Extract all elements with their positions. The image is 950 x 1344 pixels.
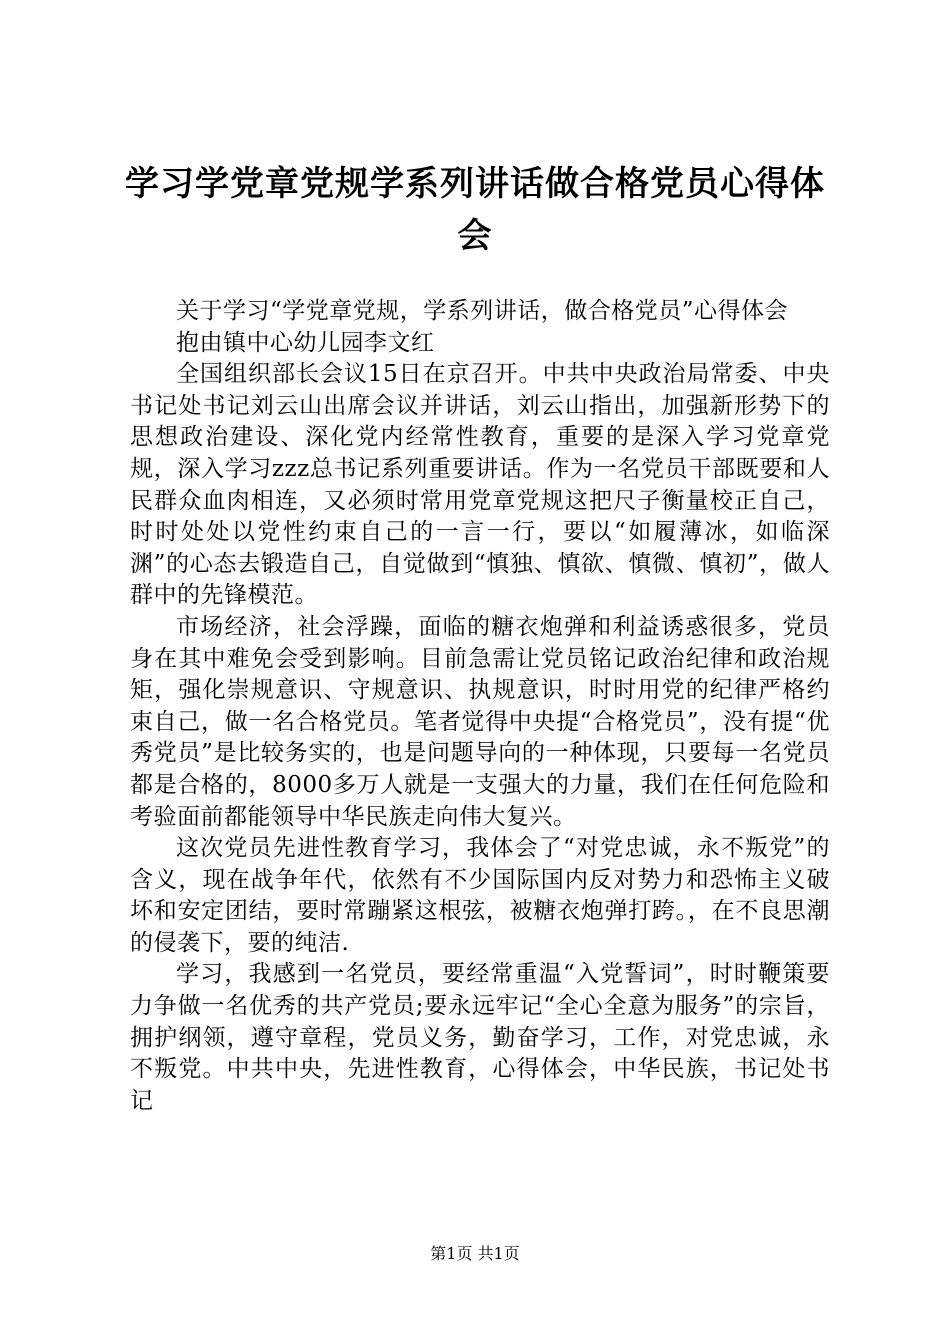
paragraph-body-4: 学习，我感到一名党员，要经常重温“入党誓词”，时时鞭策要力争做一名优秀的共产党员;要永远牢记“全心全意为服务”的宗旨，拥护纲领，遵守章程，党员义务，勤奋学习，工作，对党忠诚，永不叛党。中共中央，先进性教育，心得体会，中华民族，书记处书记 — [130, 961, 830, 1114]
paragraph-author: 抱由镇中心幼儿园李文红 — [176, 329, 435, 356]
paragraph-body-2: 市场经济，社会浮躁，面临的糖衣炮弹和利益诱惑很多，党员身在其中难免会受到影响。目前急需让党员铭记政治纪律和政治规矩，强化崇规意识、守规意识、执规意识，时时用党的纪律严格约束自己，做一名合格党员。笔者觉得中央提“合格党员”，没有提“优秀党员”是比较务实的，也是问题导向的一种体现，只要每一名党员都是合格的，8000多万人就是一支强大的力量，我们在任何危险和考验面前都能领导中华民族走向伟大复兴。 — [130, 613, 830, 830]
paragraph-body-1: 全国组织部长会议15日在京召开。中共中央政治局常委、中央书记处书记刘云山出席会议并讲话，刘云山指出，加强新形势下的思想政治建设、深化党内经常性教育，重要的是深入学习党章党规，深入学习zzz总书记系列重要讲话。作为一名党员干部既要和人民群众血肉相连，又必须时常用党章党规这把尺子衡量校正自己，时时处处以党性约束自己的一言一行，要以“如履薄冰，如临深渊”的心态去锻造自己，自觉做到“慎独、慎欲、慎微、慎初”，做人群中的先锋模范。 — [130, 361, 830, 609]
paragraph-subtitle: 关于学习“学党章党规，学系列讲话，做合格党员”心得体会 — [176, 298, 789, 324]
paragraph-body-3: 这次党员先进性教育学习，我体会了“对党忠诚，永不叛党”的含义，现在战争年代，依然有不少国际国内反对势力和恐怖主义破坏和安定团结，要时常蹦紧这根弦，被糖衣炮弹打跨。，在不良思潮的侵袭下，要的纯洁. — [130, 835, 830, 956]
document-body — [130, 296, 830, 1117]
document-title: 学习学党章党规学系列讲话做合格党员心得体会 — [125, 164, 825, 256]
page-number-footer: 第1页 共1页 — [430, 1244, 520, 1263]
